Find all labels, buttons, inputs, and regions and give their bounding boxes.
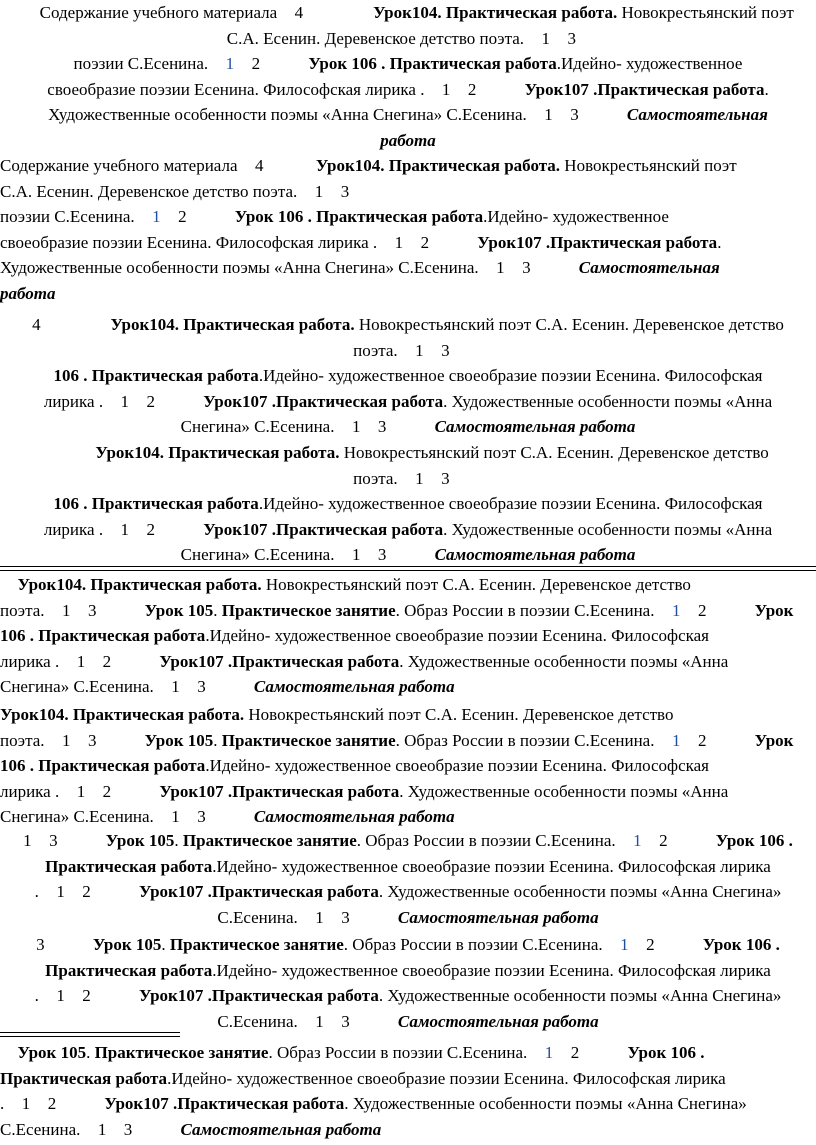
text-run: поэта. 1 3 (372, 340, 444, 360)
text-line (0, 1040, 816, 1066)
text-line (0, 26, 816, 52)
highlight-run: 1 (604, 831, 618, 850)
text-run: лирика . 1 2 (0, 781, 89, 801)
text-run: С.Есенина. 1 3 (252, 1011, 363, 1031)
text-run: Новокрестьянский поэт С.А. Есенин. Деревенское детство (244, 705, 674, 724)
text-line (0, 179, 816, 205)
text-block (0, 572, 816, 700)
text-run: Новокрестьянский поэт С.А. Есенин. Деревенское детство (321, 315, 752, 334)
text-line (0, 779, 816, 805)
highlight-run: 1 (598, 935, 611, 954)
text-run: Новокрестьянский поэт С.А. Есенин. Деревенское детство (244, 575, 674, 594)
text-line (0, 983, 816, 1009)
text-line (0, 854, 816, 880)
emphasis-run: Практическая работа (45, 856, 213, 876)
text-block (0, 153, 816, 306)
emphasis-run: Самостоятельная работа (399, 545, 601, 564)
text-line (0, 649, 816, 675)
emphasis-run: Практическое занятие (147, 600, 326, 620)
highlight-run: 1 (225, 54, 239, 73)
emphasis-run: Урок 106 . (645, 935, 723, 954)
emphasis-run: Урок104. Практическая работа. (324, 3, 570, 22)
text-run: . 1 2 (0, 1094, 34, 1113)
text-line (0, 255, 816, 281)
text-run: поэта. 1 3 (372, 468, 444, 488)
emphasis-run: Урок107 .Практическая работа (406, 232, 647, 252)
emphasis-run: Урок107 .Практическая работа (168, 391, 408, 411)
emphasis-run: Урок 105 (74, 600, 143, 620)
highlight-run: 1 (514, 1043, 527, 1062)
text-run: . (729, 79, 734, 99)
text-line (0, 102, 816, 128)
emphasis-run: Урок104. Практическая работа. (71, 443, 316, 462)
emphasis-run: Урок104. Практическая работа. (0, 575, 245, 594)
highlight-run: 1 (588, 600, 602, 620)
highlight-run: 1 (588, 730, 602, 750)
text-line (0, 1091, 816, 1117)
emphasis-run: Урок (613, 600, 653, 620)
text-run: Снегина» С.Есенина. 1 3 (215, 545, 400, 564)
text-block (0, 312, 816, 440)
text-line (0, 572, 816, 598)
text-line (0, 389, 816, 415)
text-run: . Художественные особенности поэмы «Анна (407, 391, 737, 411)
text-line (0, 828, 816, 854)
text-run: . Образ России в поэзии С.Есенина. (334, 831, 598, 850)
text-line (0, 1066, 816, 1092)
emphasis-run: 106 . Практическая работа (0, 626, 206, 645)
text-line (0, 414, 816, 440)
emphasis-run: Самостоятельная (508, 258, 650, 277)
text-line (0, 1009, 816, 1035)
text-line (0, 0, 816, 26)
text-run: поэта. 1 3 (0, 730, 75, 750)
emphasis-run: Урок107 .Практическая работа (88, 651, 329, 671)
emphasis-run: Урок 105 (74, 730, 143, 750)
text-run: Снегина» С.Есенина. 1 3 (0, 677, 184, 696)
text-line (0, 804, 816, 830)
text-block (0, 1040, 816, 1142)
text-line (0, 338, 816, 364)
text-line (0, 363, 816, 389)
text-run: Содержание учебного материала 4 (70, 3, 325, 22)
emphasis-run: Урок 106 . Практическая работа (164, 207, 413, 226)
text-run: лирика . 1 2 (79, 391, 168, 411)
text-run: 4 (64, 315, 78, 334)
emphasis-run: 106 . Практическая работа (53, 366, 259, 385)
text-run: С.Есенина. 1 3 (252, 907, 363, 927)
emphasis-run: Самостоятельная работа (399, 417, 601, 436)
text-line (0, 128, 816, 154)
text-run: . (646, 232, 652, 252)
text-run: . (142, 600, 148, 620)
text-line (0, 1117, 816, 1143)
emphasis-run: Урок104. Практическая работа. (254, 156, 499, 175)
highlight-run: 1 (138, 207, 152, 226)
emphasis-run: Урок (613, 730, 653, 750)
emphasis-run: Практическое занятие (150, 831, 329, 850)
text-run: С.Есенина. 1 3 (0, 1119, 111, 1139)
text-line (0, 728, 816, 754)
emphasis-run: Урок104. Практическая работа. (0, 705, 245, 724)
emphasis-run: Урок107 .Практическая работа (88, 781, 329, 801)
emphasis-run: Практическая работа (45, 960, 213, 980)
text-run: . Художественные особенности поэмы «Анна Снегина» (273, 1094, 677, 1113)
emphasis-run: Самостоятельная (591, 105, 733, 124)
text-line (0, 542, 816, 568)
text-line (0, 51, 816, 77)
text-run: .Идейно- художественное своеобразие поэзии Есенина. Философская лирика (212, 856, 771, 876)
text-block (0, 0, 816, 153)
text-run: .Идейно- художественное своеобразие поэзии Есенина. Философская (205, 756, 709, 775)
text-block (0, 828, 816, 930)
text-run: лирика . 1 2 (0, 651, 89, 671)
text-line (0, 281, 816, 307)
text-line (0, 440, 816, 466)
emphasis-run: Урок107 .Практическая работа (168, 519, 408, 539)
emphasis-run: Урок 105 (77, 831, 146, 850)
text-line (0, 312, 816, 338)
text-block (0, 702, 816, 830)
text-run: . (142, 730, 148, 750)
text-run: .Идейно- художественное своеобразие поэзии Есенина. Философская (258, 494, 763, 513)
text-run: . 1 2 (69, 882, 104, 901)
text-line (0, 598, 816, 624)
text-line (0, 204, 816, 230)
text-line (0, 153, 816, 179)
text-line (0, 77, 816, 103)
text-line (0, 932, 816, 958)
emphasis-run: Урок 105 (70, 935, 140, 954)
text-run: 2 (151, 207, 165, 226)
text-run: . (139, 935, 144, 954)
text-run: 1 3 (51, 831, 78, 850)
text-run: Содержание учебного материала 4 (0, 156, 255, 175)
text-run: 2 (260, 54, 274, 73)
text-run (0, 575, 17, 594)
text-run: . Образ России в поэзии С.Есенина. (325, 600, 589, 620)
emphasis-run: Самостоятельная работа (183, 677, 385, 696)
text-run: С.А. Есенин. Деревенское детство поэта. 1 3 (246, 28, 570, 48)
emphasis-run: Самостоятельная работа (183, 807, 385, 826)
text-run: . Художественные особенности поэмы «Анна Снегина» (343, 882, 747, 901)
text-line (0, 753, 816, 779)
text-line (0, 879, 816, 905)
text-run: 2 (601, 600, 614, 620)
emphasis-run: Урок107 .Практическая работа (34, 1094, 274, 1113)
emphasis-run: работа (380, 130, 436, 150)
text-run: . Образ России в поэзии С.Есенина. (325, 730, 589, 750)
text-run: . Художественные особенности поэмы «Анна Снегина» (343, 986, 747, 1005)
text-block (0, 440, 816, 568)
emphasis-run: работа (0, 283, 56, 303)
emphasis-run: Самостоятельная работа (362, 907, 564, 927)
text-run: Снегина» С.Есенина. 1 3 (0, 807, 184, 826)
text-line (0, 517, 816, 543)
emphasis-run: Урок 106 . Практическая работа (273, 54, 522, 73)
emphasis-run: Урок 105 (0, 1043, 69, 1062)
text-run: . (68, 1043, 73, 1062)
text-line (0, 466, 816, 492)
emphasis-run: Практическое занятие (143, 935, 322, 954)
emphasis-run: Урок107 .Практическая работа (103, 986, 344, 1005)
text-run: Художественные особенности поэмы «Анна Снегина» С.Есенина. 1 3 (83, 105, 592, 124)
emphasis-run: 106 . Практическая работа (0, 756, 206, 775)
text-run: Художественные особенности поэмы «Анна Снегина» С.Есенина. 1 3 (0, 258, 509, 277)
text-run: С.А. Есенин. Деревенское детство поэта. 1 3 (0, 181, 323, 201)
text-run: поэзии С.Есенина. (80, 54, 220, 73)
text-run: поэта. 1 3 (0, 600, 75, 620)
text-line (0, 674, 816, 700)
emphasis-run: Самостоятельная работа (362, 1011, 564, 1031)
text-run: 2 (526, 1043, 540, 1062)
text-run: Снегина» С.Есенина. 1 3 (215, 417, 400, 436)
emphasis-run: 106 . Практическая работа (53, 494, 259, 513)
text-run: . (145, 831, 151, 850)
text-run: . Художественные особенности поэмы «Анна (328, 651, 658, 671)
text-run: .Идейно- художественное своеобразие поэзии Есенина. Философская лирика (167, 1068, 726, 1088)
text-line (0, 230, 816, 256)
text-run: . Образ России в поэзии С.Есенина. (328, 935, 592, 954)
text-run: 2 (639, 831, 652, 850)
divider-line (0, 1032, 180, 1037)
emphasis-run: Практическое занятие (147, 730, 326, 750)
text-run: Новокрестьянский поэт (569, 3, 746, 22)
text-run: .Идейно- художественное своеобразие поэзии Есенина. Философская лирика (212, 960, 771, 980)
text-run: своеобразие поэзии Есенина. Философская лирика . 1 2 (0, 232, 407, 252)
emphasis-run: Урок107 .Практическая работа (103, 882, 344, 901)
emphasis-run: Практическое занятие (72, 1043, 251, 1062)
text-run: своеобразие поэзии Есенина. Философская лирика . 1 2 (82, 79, 490, 99)
text-run (0, 1043, 17, 1062)
text-run: . Образ России в поэзии С.Есенина. (250, 1043, 515, 1062)
text-run: 2 (632, 935, 646, 954)
text-run: Новокрестьянский поэт С.А. Есенин. Деревенское детство (315, 443, 745, 462)
text-run: поэзии С.Есенина. (0, 207, 139, 226)
emphasis-run: Урок104. Практическая работа. (77, 315, 322, 334)
text-run: лирика . 1 2 (79, 519, 168, 539)
text-run: . 1 2 (69, 986, 104, 1005)
text-line (0, 958, 816, 984)
text-run: .Идейно- художественное своеобразие поэзии Есенина. Философская (205, 626, 709, 645)
emphasis-run: Урок 106 . (539, 1043, 617, 1062)
emphasis-run: Самостоятельная работа (110, 1119, 311, 1139)
text-line (0, 702, 816, 728)
emphasis-run: Практическая работа (0, 1068, 168, 1088)
text-run: Новокрестьянский поэт (498, 156, 676, 175)
text-run: . Художественные особенности поэмы «Анна (328, 781, 658, 801)
text-run (47, 443, 95, 462)
emphasis-run: Урок107 .Практическая работа (489, 79, 730, 99)
text-line (0, 491, 816, 517)
divider-line (0, 566, 816, 571)
text-line (0, 623, 816, 649)
text-run: 3 (58, 935, 71, 954)
text-run: 2 (601, 730, 614, 750)
text-run: .Идейно- художественное (521, 54, 708, 73)
text-run: .Идейно- художественное своеобразие поэзии Есенина. Философская (258, 366, 763, 385)
text-run: . Художественные особенности поэмы «Анна (407, 519, 737, 539)
text-line (0, 905, 816, 931)
text-block (0, 932, 816, 1034)
text-run: .Идейно- художественное (412, 207, 599, 226)
emphasis-run: Урок 106 . (651, 831, 730, 850)
